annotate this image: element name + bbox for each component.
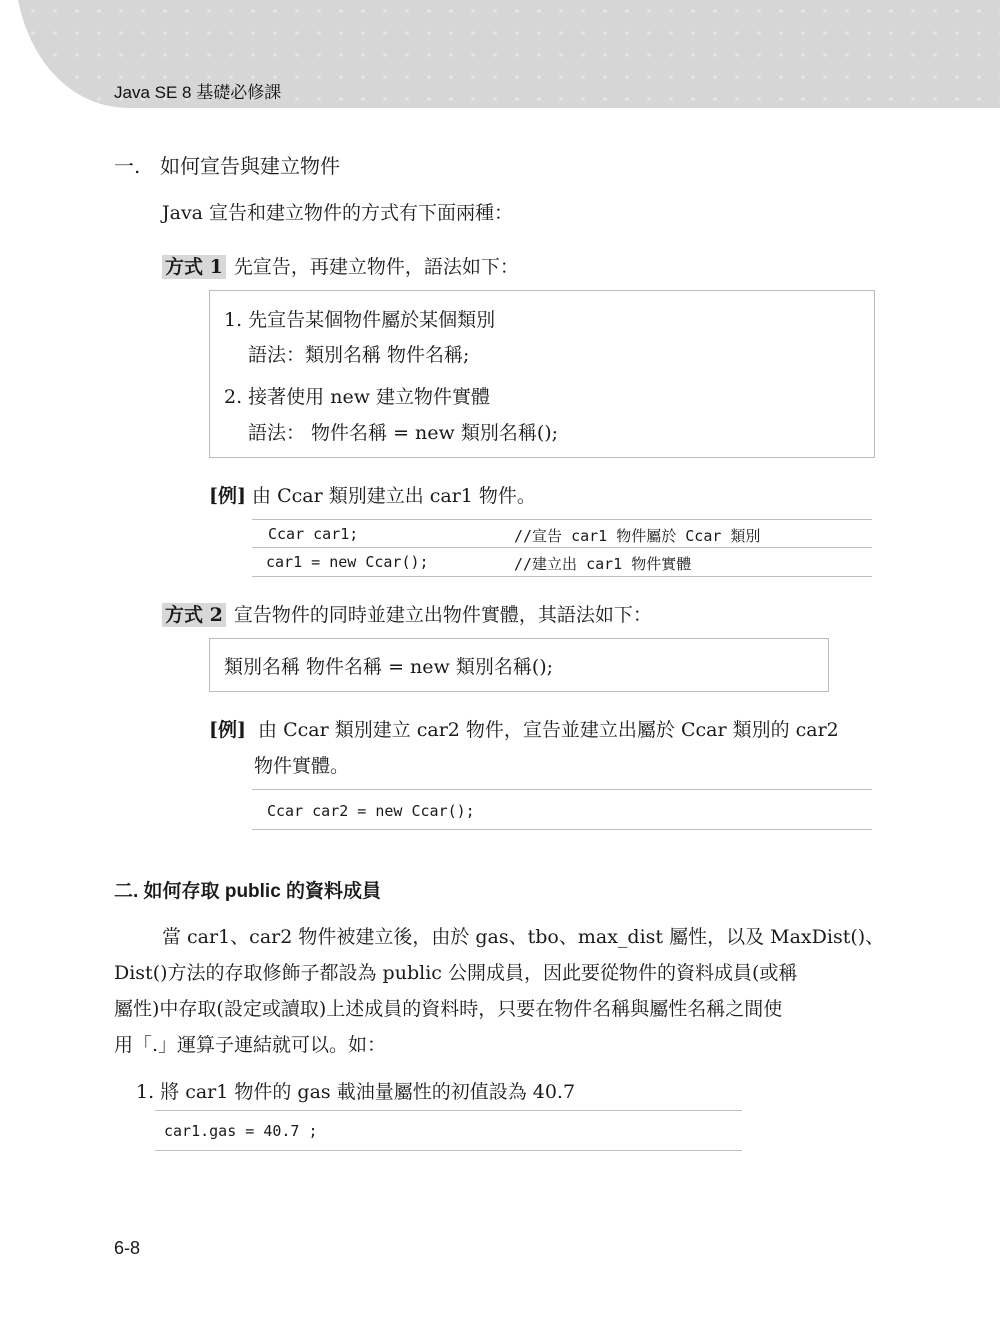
code-comment: //宣告 car1 物件屬於 Ccar 類別 xyxy=(514,527,761,545)
method2-syntax: 類別名稱 物件名稱 = new 類別名稱(); xyxy=(224,656,554,678)
method1-step1: 1. 先宣告某個物件屬於某個類別 xyxy=(224,309,496,331)
section1-heading-number: 一. xyxy=(114,154,141,178)
method1-step1-syntax: 語法：類別名稱 物件名稱; xyxy=(248,344,470,366)
section2-paragraph-line: 屬性)中存取(設定或讀取)上述成員的資料時，只要在物件名稱與屬性名稱之間使 xyxy=(114,998,783,1020)
example2-line1 xyxy=(209,715,839,742)
page-number: 6-8 xyxy=(114,1238,141,1258)
section2-paragraph-line: Dist()方法的存取修飾子都設為 public 公開成員，因此要從物件的資料成員(或稱 xyxy=(114,962,798,984)
example2-label: [例] xyxy=(209,719,246,741)
section2-paragraph-line: 用「.」運算子連結就可以。如： xyxy=(114,1034,387,1056)
code-row xyxy=(252,547,872,576)
method1-line xyxy=(162,252,519,279)
method1-label: 方式 1 xyxy=(162,255,226,279)
method2-label: 方式 2 xyxy=(162,603,226,627)
code-row xyxy=(252,519,872,548)
item1-code: car1.gas = 40.7 ; xyxy=(164,1122,318,1140)
section1-intro: Java 宣告和建立物件的方式有下面兩種： xyxy=(162,202,514,224)
example2-text-line2: 物件實體。 xyxy=(254,755,350,777)
code-bottom-rule xyxy=(155,1150,742,1151)
example1-label: [例] xyxy=(209,485,246,507)
code-top-rule xyxy=(155,1110,742,1111)
code-bottom-rule xyxy=(252,576,872,577)
method1-step2: 2. 接著使用 new 建立物件實體 xyxy=(224,386,490,408)
method2-text: 宣告物件的同時並建立出物件實體，其語法如下： xyxy=(233,604,652,626)
method1-text: 先宣告，再建立物件，語法如下： xyxy=(233,256,519,278)
method1-step2-syntax: 語法： 物件名稱 = new 類別名稱(); xyxy=(248,422,559,444)
code-statement: Ccar car1; xyxy=(268,525,359,543)
section2-paragraph-line: 當 car1、car2 物件被建立後，由於 gas、tbo、max_dist 屬性，以及 MaxDist()、 xyxy=(162,926,885,948)
code-comment: //建立出 car1 物件實體 xyxy=(514,555,692,573)
section2-item1: 1. 將 car1 物件的 gas 載油量屬性的初值設為 40.7 xyxy=(136,1081,576,1103)
section2-heading: 二. 如何存取 public 的資料成員 xyxy=(114,881,382,902)
method2-line xyxy=(162,600,652,627)
book-title: Java SE 8 基礎必修課 xyxy=(114,83,282,102)
example2-code: Ccar car2 = new Ccar(); xyxy=(267,802,475,820)
example2-text-line1: 由 Ccar 類別建立 car2 物件，宣告並建立出屬於 Ccar 類別的 car2 xyxy=(258,719,839,741)
example1-line xyxy=(209,481,536,508)
example1-text: 由 Ccar 類別建立出 car1 物件。 xyxy=(252,485,536,507)
code-bottom-rule xyxy=(252,829,872,830)
code-statement: car1 = new Ccar(); xyxy=(266,553,429,571)
section1-heading: 如何宣告與建立物件 xyxy=(160,154,340,178)
code-top-rule xyxy=(252,789,872,790)
